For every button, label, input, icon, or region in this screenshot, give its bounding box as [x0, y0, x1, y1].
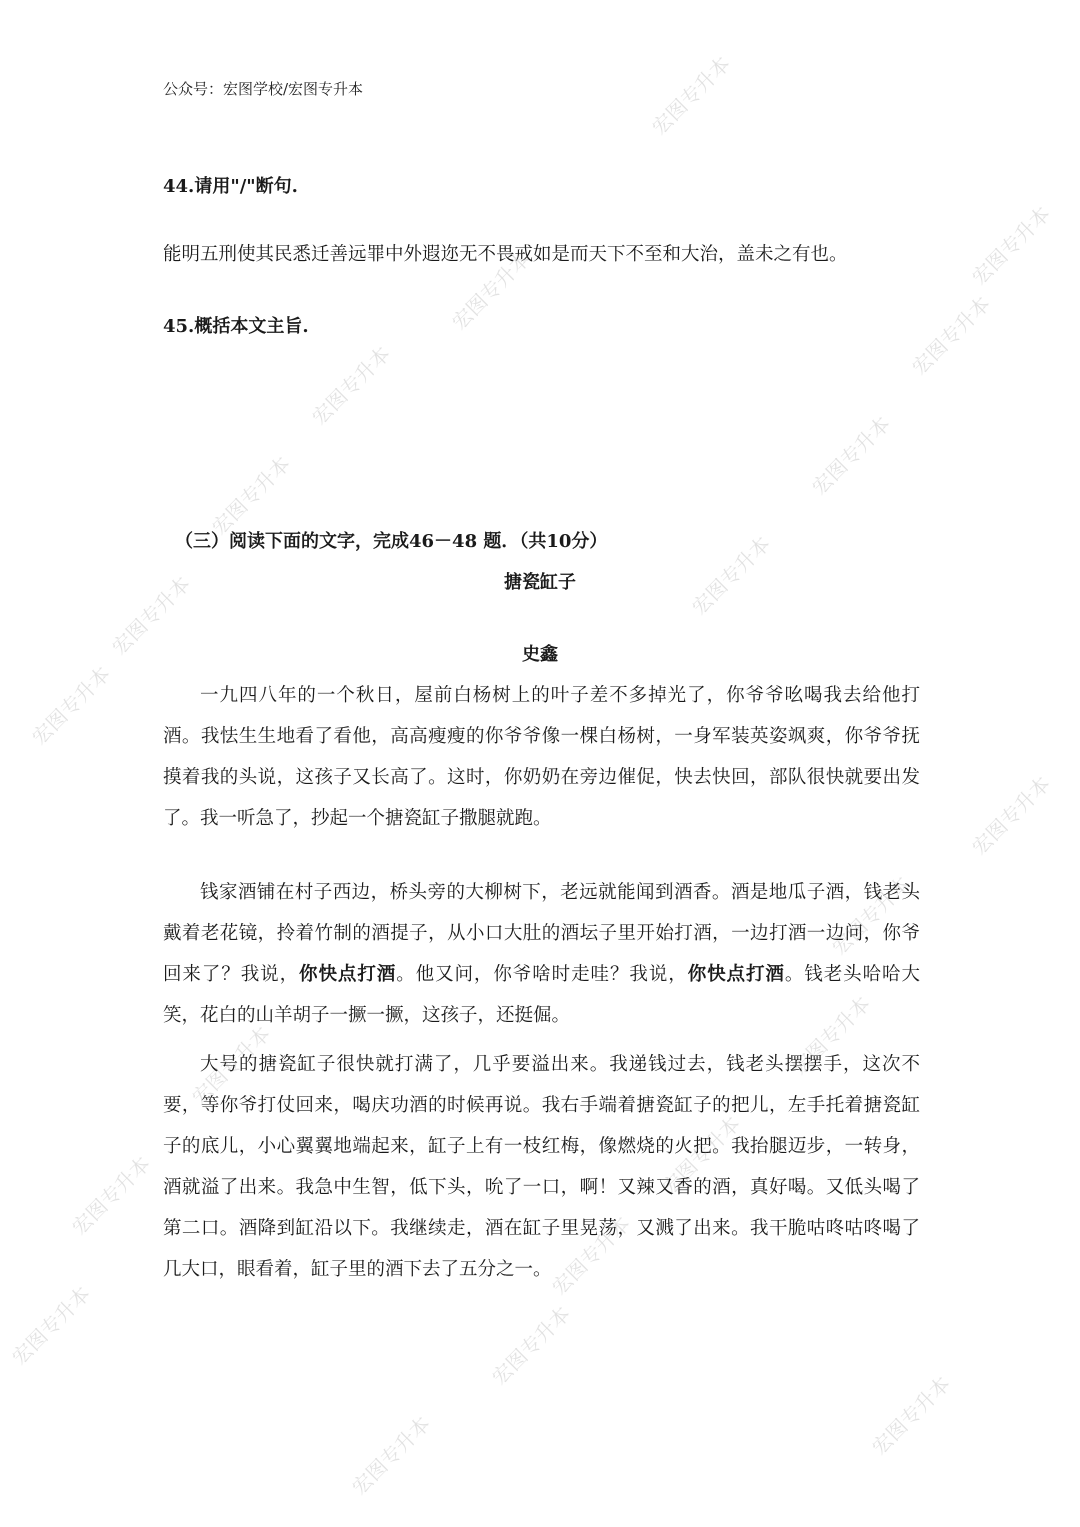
watermark: 宏图专升本: [187, 1021, 275, 1110]
question-44-title: 44.请用"/"断句.: [163, 176, 298, 197]
watermark: 宏图专升本: [27, 661, 115, 750]
article-paragraph-2: [163, 872, 920, 1036]
watermark: 宏图专升本: [447, 246, 535, 335]
article-title: 搪瓷缸子: [504, 572, 576, 593]
watermark: 宏图专升本: [687, 531, 775, 620]
watermark: 宏图专升本: [827, 871, 915, 960]
watermark: 宏图专升本: [207, 451, 295, 540]
article-author: 史鑫: [522, 644, 558, 665]
watermark: 宏图专升本: [967, 771, 1055, 860]
watermark: 宏图专升本: [347, 1411, 435, 1500]
bold-phrase-1: 你快点打酒: [299, 964, 397, 985]
watermark: 宏图专升本: [647, 51, 735, 140]
watermark: 宏图专升本: [807, 411, 895, 500]
watermark: 宏图专升本: [547, 1211, 635, 1300]
watermark: 宏图专升本: [867, 1371, 955, 1460]
watermark: 宏图专升本: [657, 1111, 745, 1200]
watermark: 宏图专升本: [787, 991, 875, 1080]
paragraph-2-part-a: 钱家酒铺在村子西边，桥头旁的大柳树下，老远就能闻到酒香。酒是地瓜子酒，钱老头戴着老花镜，拎着竹制的酒提子，从小口大肚的酒坛子里开始打酒，一边打酒一边问，你爷回来了？我说，: [163, 882, 920, 985]
question-45-title: 45.概括本文主旨.: [163, 316, 309, 337]
paragraph-2-part-d: 。钱老头哈哈大笑，花白的山羊胡子一撅一撅，这孩子，还挺倔。: [163, 964, 920, 1026]
watermark: 宏图专升本: [907, 291, 995, 380]
paragraph-2-part-c: 。他又问，你爷啥时走哇？我说，: [396, 964, 688, 985]
watermark: 宏图专升本: [107, 571, 195, 660]
section-heading: （三）阅读下面的文字，完成46－48 题．（共10分）: [175, 531, 608, 552]
watermark: 宏图专升本: [307, 341, 395, 430]
bold-phrase-2: 你快点打酒: [687, 964, 785, 985]
page-header: 公众号：宏图学校/宏图专升本: [163, 80, 364, 98]
watermark: 宏图专升本: [487, 1301, 575, 1390]
watermark: 宏图专升本: [67, 1151, 155, 1240]
question-44-text: 能明五刑使其民悉迁善远罪中外遐迩无不畏戒如是而天下不至和大治，盖未之有也。: [163, 244, 848, 265]
watermark: 宏图专升本: [967, 201, 1055, 290]
watermark: 宏图专升本: [7, 1281, 95, 1370]
article-paragraph-3: 大号的搪瓷缸子很快就打满了，几乎要溢出来。我递钱过去，钱老头摆摆手，这次不要，等你爷打仗回来，喝庆功酒的时候再说。我右手端着搪瓷缸子的把儿，左手托着搪瓷缸子的底儿，小心翼翼地端起来，缸子上有一枝红梅，像燃烧的火把。我抬腿迈步，一转身，酒就溢了出来。我急中生智，低下头，吮了一口，啊！又辣又香的酒，真好喝。又低头喝了第二口。酒降到缸沿以下。我继续走，酒在缸子里晃荡，又溅了出来。我干脆咕咚咕咚喝了几大口，眼看着，缸子里的酒下去了五分之一。: [163, 1054, 920, 1280]
article-paragraph-1: 一九四八年的一个秋日，屋前白杨树上的叶子差不多掉光了，你爷爷吆喝我去给他打酒。我怯生生地看了看他，高高瘦瘦的你爷爷像一棵白杨树，一身军装英姿飒爽，你爷爷抚摸着我的头说，这孩子又长高了。这时，你奶奶在旁边催促，快去快回，部队很快就要出发了。我一听急了，抄起一个搪瓷缸子撒腿就跑。: [163, 685, 920, 829]
